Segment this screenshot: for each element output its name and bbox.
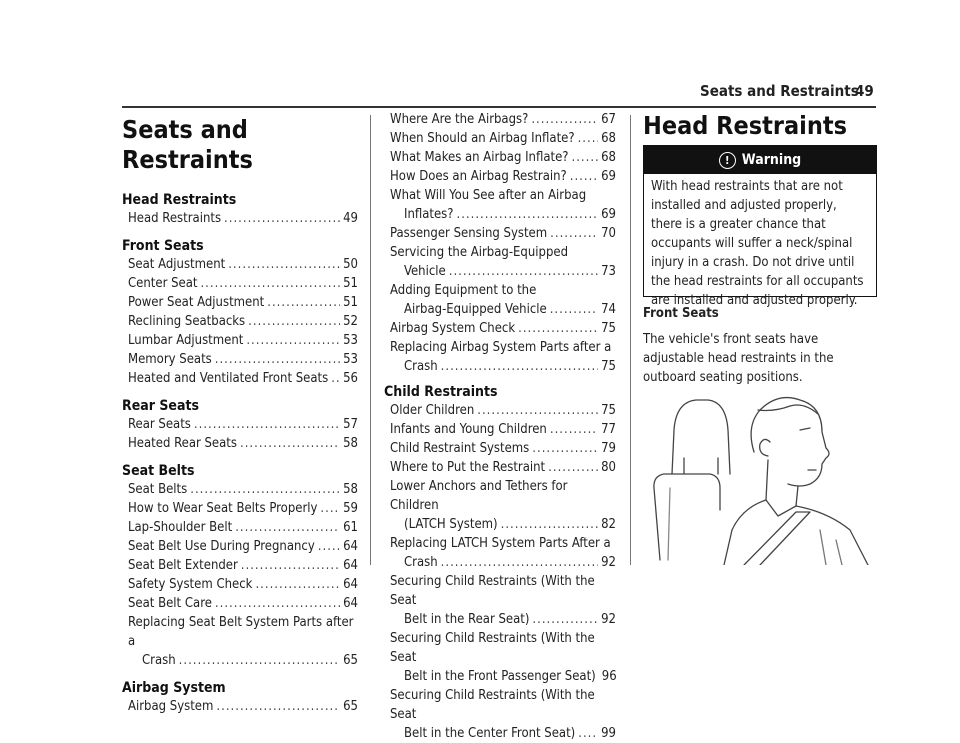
toc-entry[interactable]	[384, 167, 616, 186]
toc-leader-dots	[518, 319, 598, 338]
toc-leader-dots	[194, 415, 340, 434]
toc-entry-page: 96	[601, 669, 617, 684]
toc-entry-label: Passenger Sensing System	[390, 226, 548, 241]
toc-entry-label: Replacing Seat Belt System Parts after a	[128, 615, 354, 649]
toc-entry-page: 64	[343, 596, 358, 611]
toc-entry-page: 82	[601, 517, 616, 532]
toc-entry[interactable]	[384, 224, 616, 243]
toc-entry-label: Child Restraint Systems	[390, 441, 530, 456]
toc-entry-page: 92	[601, 555, 616, 570]
toc-entry-page: 75	[601, 321, 616, 336]
toc-leader-dots	[571, 148, 598, 167]
toc-entry-label: Safety System Check	[128, 577, 253, 592]
toc-entry-page: 58	[343, 436, 358, 451]
toc-entry-page: 68	[601, 131, 616, 146]
toc-entry-label-continued: (LATCH System)	[404, 517, 498, 532]
toc-entry-label: How to Wear Seat Belts Properly	[128, 501, 318, 516]
toc-entry-page: 51	[343, 295, 358, 310]
toc-leader-dots	[578, 129, 599, 148]
toc-entry-label: Heated Rear Seats	[128, 436, 237, 451]
warning-label: Warning	[741, 152, 802, 168]
toc-entry-label: Seat Belt Care	[128, 596, 212, 611]
toc-entry-label: Lower Anchors and Tethers for Children	[390, 479, 568, 513]
toc-entry[interactable]	[122, 312, 358, 331]
toc-entry-page: 51	[343, 276, 358, 291]
toc-entry-label: Seat Belt Extender	[128, 558, 238, 573]
toc-leader-dots	[449, 262, 598, 281]
toc-entry-page: 61	[343, 520, 358, 535]
toc-entry-label: Power Seat Adjustment	[128, 295, 265, 310]
toc-entry[interactable]	[384, 401, 616, 420]
toc-entry-label: Securing Child Restraints (With the Seat	[390, 631, 595, 665]
toc-entry-label: Infants and Young Children	[390, 422, 547, 437]
toc-entry[interactable]	[384, 629, 616, 686]
toc-section	[122, 397, 358, 453]
toc-leader-dots	[331, 369, 340, 388]
toc-entry-label: Memory Seats	[128, 352, 212, 367]
toc-entry[interactable]	[122, 575, 358, 594]
toc-entry[interactable]	[384, 129, 616, 148]
toc-leader-dots	[267, 293, 340, 312]
toc-entry-label-continued: Airbag-Equipped Vehicle	[404, 302, 547, 317]
toc-section-title: Seat Belts	[122, 463, 195, 479]
toc-section-title: Child Restraints	[384, 384, 498, 400]
body-paragraph: The vehicle's front seats have adjustable head restraints in the outboard seating positions.	[643, 332, 834, 385]
toc-section-title: Head Restraints	[122, 192, 237, 208]
toc-entry-label: Lumbar Adjustment	[128, 333, 244, 348]
toc-entry-page: 52	[343, 314, 358, 329]
warning-box	[643, 145, 877, 308]
toc-entry-label: Heated and Ventilated Front Seats	[128, 371, 329, 386]
toc-leader-dots	[550, 224, 598, 243]
toc-entry-page: 69	[601, 207, 616, 222]
toc-entry-label: Securing Child Restraints (With the Seat	[390, 688, 595, 722]
toc-entry-page: 64	[343, 577, 358, 592]
toc-entry-page: 70	[601, 226, 616, 241]
toc-entry-label: Rear Seats	[128, 417, 191, 432]
toc-entry-page: 64	[343, 558, 358, 573]
toc-entry-label: Where to Put the Restraint	[390, 460, 546, 475]
toc-entry-label: Where Are the Airbags?	[390, 112, 529, 127]
toc-leader-dots	[224, 209, 340, 228]
toc-leader-dots	[228, 255, 340, 274]
toc-entry-page: 99	[601, 726, 616, 741]
subheading-front-seats: Front Seats	[643, 306, 719, 321]
toc-entry[interactable]	[384, 534, 616, 572]
toc-leader-dots	[532, 439, 598, 458]
toc-entry-label-continued: Belt in the Front Passenger Seat)	[404, 669, 596, 684]
toc-section-title: Rear Seats	[122, 398, 199, 414]
toc-entry-page: 53	[343, 352, 358, 367]
toc-entry-page: 65	[343, 653, 358, 668]
toc-leader-dots	[477, 401, 598, 420]
toc-entry[interactable]	[122, 274, 358, 293]
toc-entry-label-continued: Belt in the Rear Seat)	[404, 612, 530, 627]
toc-entry[interactable]	[122, 613, 358, 670]
toc-entry-label: Center Seat	[128, 276, 198, 291]
toc-leader-dots	[179, 651, 340, 670]
toc-leader-dots	[241, 556, 340, 575]
toc-entry-page: 64	[343, 539, 358, 554]
running-header-title: Seats and Restraints	[700, 82, 859, 100]
toc-leader-dots	[532, 610, 598, 629]
toc-entry[interactable]	[384, 686, 616, 743]
toc-entry-page: 75	[601, 403, 616, 418]
toc-entry[interactable]	[384, 110, 616, 129]
toc-entry-page: 75	[601, 359, 616, 374]
header-rule	[122, 106, 876, 108]
toc-entry-page: 68	[601, 150, 616, 165]
toc-leader-dots	[441, 357, 598, 376]
toc-entry-label-continued: Belt in the Center Front Seat)	[404, 726, 576, 741]
toc-entry[interactable]	[122, 434, 358, 453]
toc-entry-label-continued: Crash	[404, 555, 438, 570]
toc-entry[interactable]	[122, 369, 358, 388]
toc-entry[interactable]	[122, 537, 358, 556]
toc-entry[interactable]	[384, 281, 616, 319]
toc-entry-label-continued: Inflates?	[404, 207, 454, 222]
toc-entry[interactable]	[384, 458, 616, 477]
toc-entry-page: 50	[343, 257, 358, 272]
toc-entry-page: 77	[601, 422, 616, 437]
toc-section	[122, 191, 358, 228]
toc-entry[interactable]	[122, 697, 358, 716]
toc-leader-dots	[501, 515, 599, 534]
toc-section-title: Front Seats	[122, 238, 204, 254]
toc-entry-page: 73	[601, 264, 616, 279]
toc-section	[122, 462, 358, 670]
toc-entry[interactable]	[384, 319, 616, 338]
toc-entry[interactable]	[384, 572, 616, 629]
toc-entry-page: 49	[343, 211, 358, 226]
toc-entry-label: Seat Belt Use During Pregnancy	[128, 539, 315, 554]
chapter-title: Seats and Restraints	[122, 115, 253, 174]
toc-entry-label: Servicing the Airbag-Equipped	[390, 245, 568, 260]
toc-entry[interactable]	[384, 338, 616, 376]
toc-entry[interactable]	[384, 439, 616, 458]
toc-entry-label: When Should an Airbag Inflate?	[390, 131, 575, 146]
toc-leader-dots	[456, 205, 598, 224]
toc-entry-label: Seat Adjustment	[128, 257, 226, 272]
toc-entry[interactable]	[122, 293, 358, 312]
toc-leader-dots	[531, 110, 598, 129]
toc-entry-label: How Does an Airbag Restrain?	[390, 169, 567, 184]
toc-leader-dots	[200, 274, 340, 293]
toc-entry-page: 80	[601, 460, 616, 475]
toc-entry-label: Airbag System	[128, 699, 214, 714]
toc-entry[interactable]	[122, 518, 358, 537]
toc-entry-page: 56	[343, 371, 358, 386]
toc-entry-label: Lap-Shoulder Belt	[128, 520, 233, 535]
toc-entry[interactable]	[122, 331, 358, 350]
toc-entry-label: Reclining Seatbacks	[128, 314, 246, 329]
toc-entry-label-continued: Crash	[404, 359, 438, 374]
toc-entry[interactable]	[384, 420, 616, 439]
toc-entry-label: Older Children	[390, 403, 475, 418]
toc-leader-dots	[550, 420, 598, 439]
toc-entry-page: 59	[343, 501, 358, 516]
toc-entry[interactable]	[384, 186, 616, 224]
head-restraint-illustration	[650, 390, 875, 565]
toc-leader-dots	[320, 499, 340, 518]
toc-leader-dots	[318, 537, 340, 556]
exclamation-circle-icon: !	[719, 152, 736, 169]
toc-leader-dots	[246, 331, 340, 350]
toc-entry-page: 58	[343, 482, 358, 497]
toc-entry[interactable]	[122, 350, 358, 369]
toc-entry[interactable]	[122, 255, 358, 274]
toc-entry-page: 79	[601, 441, 616, 456]
toc-entry[interactable]	[384, 477, 616, 534]
toc-section	[122, 679, 358, 716]
toc-entry[interactable]	[122, 594, 358, 613]
page-number: 49	[855, 82, 874, 100]
toc-entry-page: 65	[343, 699, 358, 714]
toc-column-1	[122, 112, 358, 716]
toc-entry-page: 67	[601, 112, 616, 127]
column-divider-2	[630, 115, 631, 565]
toc-entry-label: Airbag System Check	[390, 321, 516, 336]
toc-entry-label: Adding Equipment to the	[390, 283, 537, 298]
toc-entry-label: What Makes an Airbag Inflate?	[390, 150, 569, 165]
toc-leader-dots	[215, 350, 340, 369]
toc-leader-dots	[215, 594, 340, 613]
toc-entry-label-continued: Crash	[142, 653, 176, 668]
toc-leader-dots	[235, 518, 340, 537]
content-heading: Head Restraints	[643, 111, 848, 140]
toc-entry-label: Head Restraints	[128, 211, 222, 226]
toc-leader-dots	[190, 480, 340, 499]
toc-leader-dots	[550, 300, 598, 319]
toc-entry[interactable]	[122, 499, 358, 518]
toc-entry[interactable]	[122, 480, 358, 499]
toc-section-title: Airbag System	[122, 680, 226, 696]
toc-entry-label: Replacing Airbag System Parts after a	[390, 340, 612, 355]
toc-entry[interactable]	[122, 556, 358, 575]
toc-entry-page: 53	[343, 333, 358, 348]
warning-header	[644, 146, 876, 174]
toc-leader-dots	[255, 575, 340, 594]
toc-entry-page: 74	[601, 302, 616, 317]
toc-entry[interactable]	[122, 209, 358, 228]
toc-leader-dots	[441, 553, 598, 572]
toc-leader-dots	[548, 458, 598, 477]
toc-entry-page: 92	[601, 612, 616, 627]
toc-section	[122, 237, 358, 388]
toc-entry[interactable]	[384, 148, 616, 167]
toc-leader-dots	[240, 434, 340, 453]
toc-entry-label: What Will You See after an Airbag	[390, 188, 587, 203]
toc-entry-label: Replacing LATCH System Parts After a	[390, 536, 611, 551]
toc-entry-label: Securing Child Restraints (With the Seat	[390, 574, 595, 608]
toc-leader-dots	[248, 312, 340, 331]
toc-entry-page: 57	[343, 417, 358, 432]
toc-section	[384, 383, 616, 743]
toc-entry[interactable]	[384, 243, 616, 281]
warning-text: With head restraints that are not installed and adjusted properly, there is a greater chance that occupants will suffer a neck/spinal injury in a crash. Do not drive until the head restraints for all occupants are installed and adjusted properly.	[651, 179, 864, 308]
toc-entry-label: Seat Belts	[128, 482, 188, 497]
toc-entry[interactable]	[122, 415, 358, 434]
toc-column-2	[384, 110, 616, 743]
column-divider-1	[370, 115, 371, 565]
toc-leader-dots	[578, 724, 598, 743]
toc-entry-label-continued: Vehicle	[404, 264, 446, 279]
toc-leader-dots	[216, 697, 340, 716]
toc-leader-dots	[570, 167, 598, 186]
toc-entry-page: 69	[601, 169, 616, 184]
